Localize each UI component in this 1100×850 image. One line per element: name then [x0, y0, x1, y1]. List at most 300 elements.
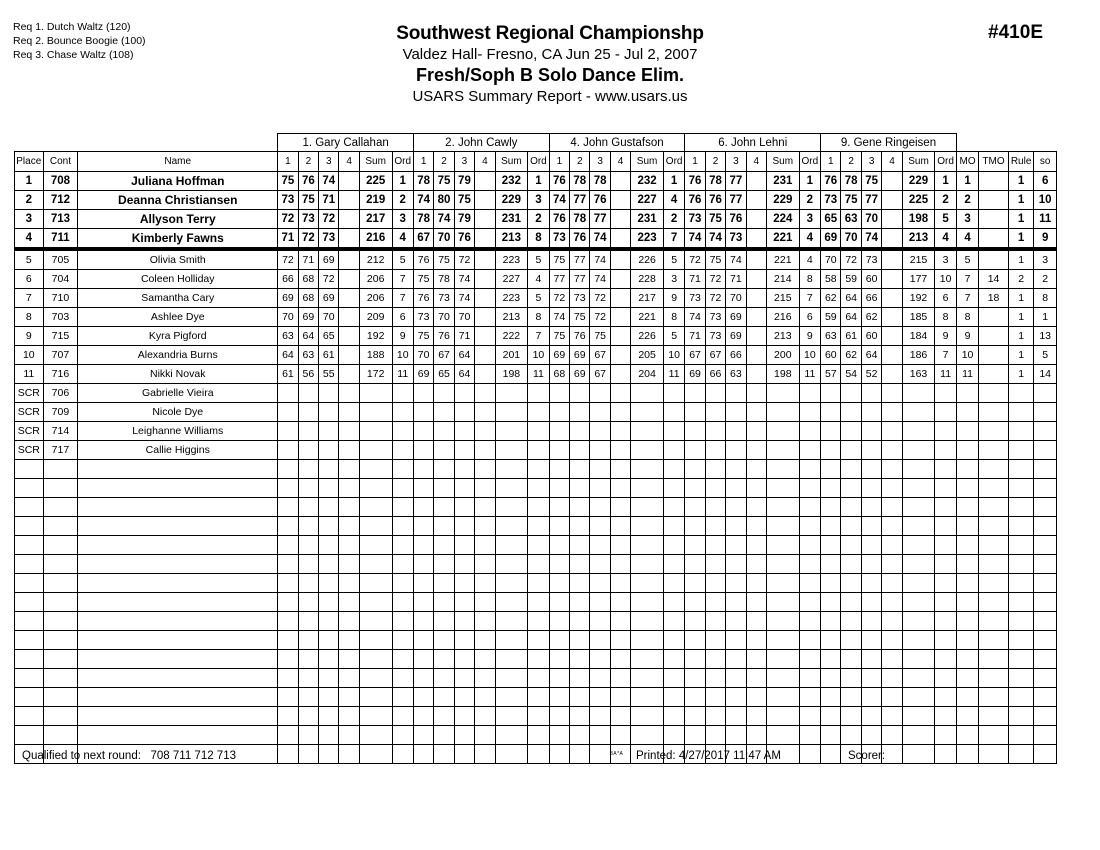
cell-j5-score3 — [861, 422, 881, 441]
cell-j3-ord — [663, 574, 684, 593]
cell-j4-score3 — [726, 574, 746, 593]
cell-rule — [1008, 441, 1034, 460]
cell-j3-score1 — [549, 688, 569, 707]
table-row[interactable] — [15, 346, 1057, 365]
cell-j2-score4 — [475, 707, 495, 726]
cell-j3-score3 — [590, 498, 610, 517]
empty-row[interactable] — [15, 593, 1057, 612]
cell-mo: 3 — [956, 210, 978, 229]
cell-j4-ord — [799, 441, 820, 460]
table-row[interactable] — [15, 384, 1057, 403]
table-row[interactable] — [15, 327, 1057, 346]
cell-rule: 1 — [1008, 346, 1034, 365]
cell-j4-sum — [766, 631, 799, 650]
cell-name: Kyra Pigford — [78, 327, 278, 346]
cell-j3-score2: 75 — [570, 308, 590, 327]
cell-j3-score4 — [610, 229, 630, 250]
cell-tmo — [979, 707, 1009, 726]
cell-cont: 705 — [43, 249, 78, 270]
cell-j1-score2 — [298, 669, 318, 688]
cell-j4-score2: 73 — [705, 327, 725, 346]
cell-mo — [956, 612, 978, 631]
cell-j4-sum: 213 — [766, 327, 799, 346]
empty-row[interactable] — [15, 650, 1057, 669]
cell-name — [78, 574, 278, 593]
cell-j1-ord: 10 — [392, 346, 413, 365]
cell-j5-score3: 73 — [861, 249, 881, 270]
cell-j4-ord: 2 — [799, 191, 820, 210]
empty-row[interactable] — [15, 726, 1057, 745]
cell-j1-score2: 75 — [298, 191, 318, 210]
cell-j2-score3: 74 — [454, 289, 474, 308]
cell-j2-ord: 1 — [528, 172, 549, 191]
cell-rule — [1008, 707, 1034, 726]
cell-j2-score1 — [413, 593, 433, 612]
table-row[interactable] — [15, 172, 1057, 191]
cell-j5-score4 — [882, 726, 902, 745]
cell-j2-sum — [495, 650, 528, 669]
cell-j1-score4 — [339, 669, 359, 688]
cell-j5-score3 — [861, 593, 881, 612]
cell-j1-ord — [392, 422, 413, 441]
cell-j4-score3: 66 — [726, 346, 746, 365]
cell-j2-score4 — [475, 593, 495, 612]
empty-row[interactable] — [15, 707, 1057, 726]
cell-mo — [956, 536, 978, 555]
venue-and-dates: Valdez Hall- Fresno, CA Jun 25 - Jul 2, 2007 — [402, 46, 698, 63]
cell-j4-score4 — [746, 422, 766, 441]
cell-rule — [1008, 403, 1034, 422]
table-row[interactable] — [15, 249, 1057, 270]
cell-j1-score1 — [278, 479, 298, 498]
cell-j3-score4 — [610, 612, 630, 631]
cell-j3-ord — [663, 650, 684, 669]
cell-j2-ord: 2 — [528, 210, 549, 229]
cell-name — [78, 669, 278, 688]
cell-j1-score2: 63 — [298, 346, 318, 365]
empty-row[interactable] — [15, 688, 1057, 707]
cell-place — [15, 707, 44, 726]
column-header-j3-ord: Ord — [663, 152, 684, 172]
cell-j5-sum: 215 — [902, 249, 935, 270]
cell-tmo — [979, 229, 1009, 250]
cell-j1-score1: 61 — [278, 365, 298, 384]
cell-j4-score4 — [746, 650, 766, 669]
cell-j1-sum: 209 — [359, 308, 392, 327]
cell-j1-score2 — [298, 555, 318, 574]
cell-j4-score3 — [726, 460, 746, 479]
cell-j4-score3: 63 — [726, 365, 746, 384]
empty-row[interactable] — [15, 517, 1057, 536]
cell-rule — [1008, 498, 1034, 517]
cell-j4-sum — [766, 669, 799, 688]
cell-j4-sum: 198 — [766, 365, 799, 384]
cell-j3-score4 — [610, 270, 630, 289]
cell-j2-ord — [528, 536, 549, 555]
cell-j1-score4 — [339, 517, 359, 536]
cell-j5-sum: 229 — [902, 172, 935, 191]
cell-j1-ord — [392, 403, 413, 422]
cell-j1-ord: 5 — [392, 249, 413, 270]
cell-tmo: 18 — [979, 289, 1009, 308]
cell-j2-score2 — [434, 517, 454, 536]
cell-cont — [43, 650, 78, 669]
cell-j3-ord: 2 — [663, 210, 684, 229]
cell-j3-ord: 5 — [663, 249, 684, 270]
cell-j3-score2: 78 — [570, 210, 590, 229]
cell-so: 6 — [1034, 172, 1057, 191]
cell-j4-sum — [766, 536, 799, 555]
cell-j5-sum — [902, 498, 935, 517]
cell-j1-score3 — [319, 555, 339, 574]
cell-j5-score4 — [882, 210, 902, 229]
cell-j4-score2 — [705, 726, 725, 745]
cell-j2-sum — [495, 460, 528, 479]
cell-j2-score3 — [454, 593, 474, 612]
cell-j3-ord — [663, 384, 684, 403]
cell-j2-score1: 78 — [413, 210, 433, 229]
cell-j5-sum: 225 — [902, 191, 935, 210]
score-sheet — [14, 133, 1057, 764]
cell-j2-score1: 78 — [413, 172, 433, 191]
cell-j5-score2: 61 — [841, 327, 861, 346]
cell-j1-score1: 70 — [278, 308, 298, 327]
empty-row[interactable] — [15, 460, 1057, 479]
cell-j5-ord: 1 — [935, 172, 957, 191]
cell-j5-score1 — [821, 669, 841, 688]
cell-j5-score3 — [861, 536, 881, 555]
cell-j3-score4 — [610, 384, 630, 403]
cell-j2-score1 — [413, 574, 433, 593]
cell-j1-score3 — [319, 441, 339, 460]
cell-j5-score4 — [882, 441, 902, 460]
cell-j5-score2 — [841, 384, 861, 403]
cell-j4-score1 — [685, 612, 705, 631]
empty-row[interactable] — [15, 479, 1057, 498]
cell-j4-score3 — [726, 555, 746, 574]
cell-j5-sum — [902, 479, 935, 498]
empty-row[interactable] — [15, 612, 1057, 631]
cell-j3-sum: 221 — [631, 308, 664, 327]
cell-j1-score3: 73 — [319, 229, 339, 250]
cell-j2-ord — [528, 631, 549, 650]
cell-j2-score2 — [434, 536, 454, 555]
cell-j3-sum — [631, 612, 664, 631]
cell-j4-ord: 1 — [799, 172, 820, 191]
cell-j3-sum — [631, 631, 664, 650]
cell-j4-ord — [799, 517, 820, 536]
cell-j4-score1 — [685, 593, 705, 612]
cell-j1-sum — [359, 517, 392, 536]
empty-row[interactable] — [15, 631, 1057, 650]
cell-j1-score2 — [298, 650, 318, 669]
cell-cont — [43, 631, 78, 650]
cell-so — [1034, 384, 1057, 403]
cell-j2-score2: 73 — [434, 289, 454, 308]
cell-j1-score3: 71 — [319, 191, 339, 210]
cell-j4-ord — [799, 707, 820, 726]
column-header-j5-2: 2 — [841, 152, 861, 172]
cell-j3-sum — [631, 384, 664, 403]
banner-spacer-left — [15, 134, 278, 152]
cell-j4-score2: 75 — [705, 249, 725, 270]
cell-cont — [43, 517, 78, 536]
cell-cont: 711 — [43, 229, 78, 250]
cell-j3-score3: 74 — [590, 270, 610, 289]
cell-j1-score4 — [339, 384, 359, 403]
column-header-so: so — [1034, 152, 1057, 172]
cell-mo — [956, 650, 978, 669]
cell-j4-score3 — [726, 650, 746, 669]
cell-j5-score3: 60 — [861, 327, 881, 346]
cell-j2-score4 — [475, 229, 495, 250]
cell-mo: 8 — [956, 308, 978, 327]
cell-mo — [956, 707, 978, 726]
table-row[interactable] — [15, 289, 1057, 308]
cell-j3-score2 — [570, 688, 590, 707]
cell-j4-score1 — [685, 726, 705, 745]
cell-mo — [956, 498, 978, 517]
empty-row[interactable] — [15, 498, 1057, 517]
cell-j4-ord — [799, 422, 820, 441]
cell-j3-sum — [631, 555, 664, 574]
cell-tmo — [979, 327, 1009, 346]
cell-j4-score3 — [726, 593, 746, 612]
table-row[interactable] — [15, 308, 1057, 327]
cell-j2-ord — [528, 574, 549, 593]
cell-cont — [43, 460, 78, 479]
cell-j3-ord — [663, 555, 684, 574]
cell-j2-score1 — [413, 650, 433, 669]
cell-j2-score1 — [413, 479, 433, 498]
cell-j3-score1: 76 — [549, 172, 569, 191]
cell-cont: 714 — [43, 422, 78, 441]
cell-j2-score4 — [475, 650, 495, 669]
cell-j3-score2 — [570, 726, 590, 745]
cell-j3-score3 — [590, 593, 610, 612]
cell-j3-score1: 73 — [549, 229, 569, 250]
cell-j3-sum — [631, 517, 664, 536]
cell-j5-sum: 198 — [902, 210, 935, 229]
cell-j3-ord: 4 — [663, 191, 684, 210]
cell-j4-ord: 8 — [799, 270, 820, 289]
cell-name — [78, 631, 278, 650]
cell-j5-sum — [902, 403, 935, 422]
cell-j3-score2 — [570, 555, 590, 574]
requirement-label: Req — [13, 35, 33, 47]
cell-j4-score2: 78 — [705, 172, 725, 191]
cell-j2-sum: 227 — [495, 270, 528, 289]
cell-j5-sum: 192 — [902, 289, 935, 308]
cell-j4-score1: 76 — [685, 172, 705, 191]
cell-tmo — [979, 593, 1009, 612]
cell-j3-score4 — [610, 669, 630, 688]
cell-j2-score1 — [413, 384, 433, 403]
cell-j4-score2: 67 — [705, 346, 725, 365]
cell-j5-score4 — [882, 555, 902, 574]
cell-tmo — [979, 536, 1009, 555]
cell-j1-score4 — [339, 229, 359, 250]
cell-j3-sum — [631, 593, 664, 612]
cell-j2-ord — [528, 688, 549, 707]
cell-j5-ord — [935, 688, 957, 707]
cell-j5-sum: 163 — [902, 365, 935, 384]
requirement-factor: (108) — [108, 49, 134, 61]
table-row[interactable] — [15, 210, 1057, 229]
table-row[interactable] — [15, 270, 1057, 289]
requirement-name: Bounce Boogie — [46, 35, 119, 47]
cell-j4-score1 — [685, 460, 705, 479]
cell-j4-ord — [799, 574, 820, 593]
cell-j1-score2 — [298, 384, 318, 403]
cell-j4-ord — [799, 650, 820, 669]
cell-place — [15, 536, 44, 555]
cell-j1-score3 — [319, 726, 339, 745]
cell-j3-score4 — [610, 422, 630, 441]
cell-j1-sum: 206 — [359, 270, 392, 289]
cell-j2-score3 — [454, 479, 474, 498]
cell-j1-ord: 1 — [392, 172, 413, 191]
requirement-name: Chase Waltz — [46, 49, 107, 61]
cell-j3-ord — [663, 460, 684, 479]
banner-spacer-right — [956, 134, 1056, 152]
cell-j1-score4 — [339, 403, 359, 422]
cell-j5-score2 — [841, 479, 861, 498]
cell-j5-score3: 52 — [861, 365, 881, 384]
column-header-j5-1: 1 — [821, 152, 841, 172]
cell-j4-score1: 71 — [685, 327, 705, 346]
table-row[interactable] — [15, 191, 1057, 210]
cell-name: Nikki Novak — [78, 365, 278, 384]
cell-j2-score1 — [413, 441, 433, 460]
cell-j3-score3 — [590, 650, 610, 669]
cell-j5-ord — [935, 707, 957, 726]
empty-row[interactable] — [15, 669, 1057, 688]
cell-cont — [43, 536, 78, 555]
cell-j5-sum — [902, 422, 935, 441]
table-row[interactable] — [15, 229, 1057, 250]
cell-tmo — [979, 346, 1009, 365]
cell-name — [78, 726, 278, 745]
cell-cont: 703 — [43, 308, 78, 327]
cell-j3-sum: 227 — [631, 191, 664, 210]
cell-j4-score1: 74 — [685, 229, 705, 250]
empty-row[interactable] — [15, 536, 1057, 555]
cell-j4-score4 — [746, 191, 766, 210]
cell-j1-score4 — [339, 612, 359, 631]
cell-j5-score4 — [882, 669, 902, 688]
cell-tmo — [979, 555, 1009, 574]
cell-place: SCR — [15, 384, 44, 403]
cell-place — [15, 593, 44, 612]
cell-j5-score4 — [882, 403, 902, 422]
cell-j1-score2: 76 — [298, 172, 318, 191]
requirement-label: Req — [13, 49, 33, 61]
cell-j4-score1 — [685, 517, 705, 536]
cell-j1-sum: 212 — [359, 249, 392, 270]
cell-j3-score1: 69 — [549, 346, 569, 365]
cell-rule: 2 — [1008, 270, 1034, 289]
cell-j5-score1: 69 — [821, 229, 841, 250]
cell-j5-score4 — [882, 460, 902, 479]
cell-j1-score1 — [278, 688, 298, 707]
cell-mo: 10 — [956, 346, 978, 365]
cell-j3-score2 — [570, 384, 590, 403]
cell-j1-score1: 63 — [278, 327, 298, 346]
cell-j4-score4 — [746, 479, 766, 498]
cell-j3-score4 — [610, 479, 630, 498]
cell-j4-score3 — [726, 441, 746, 460]
scorer-label: Scorer: — [848, 750, 886, 762]
cell-j3-score4 — [610, 308, 630, 327]
cell-j3-score4 — [610, 172, 630, 191]
empty-row[interactable] — [15, 555, 1057, 574]
cell-j1-sum — [359, 460, 392, 479]
cell-j2-score1 — [413, 669, 433, 688]
cell-cont — [43, 574, 78, 593]
cell-name — [78, 517, 278, 536]
cell-j4-ord: 11 — [799, 365, 820, 384]
cell-j4-score2: 72 — [705, 270, 725, 289]
cell-j3-ord — [663, 517, 684, 536]
cell-j4-sum: 215 — [766, 289, 799, 308]
cell-j2-score4 — [475, 688, 495, 707]
cell-j3-score3 — [590, 574, 610, 593]
cell-j4-score4 — [746, 517, 766, 536]
table-row[interactable] — [15, 422, 1057, 441]
cell-j2-sum: 198 — [495, 365, 528, 384]
cell-j1-score3: 69 — [319, 289, 339, 308]
cell-j4-score3: 76 — [726, 210, 746, 229]
cell-j3-ord: 11 — [663, 365, 684, 384]
cell-j5-score2: 72 — [841, 249, 861, 270]
table-row[interactable] — [15, 365, 1057, 384]
cell-j2-score4 — [475, 612, 495, 631]
column-header-j2-4: 4 — [475, 152, 495, 172]
cell-j4-score4 — [746, 593, 766, 612]
cell-j4-ord: 3 — [799, 210, 820, 229]
cell-mo: 5 — [956, 249, 978, 270]
column-header-j1-3: 3 — [319, 152, 339, 172]
cell-j4-score2 — [705, 574, 725, 593]
cell-j3-score2 — [570, 403, 590, 422]
cell-j3-sum: 226 — [631, 327, 664, 346]
cell-tmo — [979, 669, 1009, 688]
cell-j1-sum: 219 — [359, 191, 392, 210]
cell-j3-score3 — [590, 555, 610, 574]
cell-tmo — [979, 688, 1009, 707]
cell-j2-score1: 76 — [413, 249, 433, 270]
cell-j5-ord — [935, 612, 957, 631]
cell-j3-sum: 223 — [631, 229, 664, 250]
cell-place — [15, 726, 44, 745]
column-header-j2-sum: Sum — [495, 152, 528, 172]
empty-row[interactable] — [15, 574, 1057, 593]
cell-j3-ord — [663, 726, 684, 745]
cell-j1-ord — [392, 441, 413, 460]
cell-j1-ord — [392, 631, 413, 650]
cell-j2-sum — [495, 441, 528, 460]
cell-place: 4 — [15, 229, 44, 250]
cell-name — [78, 498, 278, 517]
cell-j2-ord: 8 — [528, 308, 549, 327]
cell-tmo — [979, 403, 1009, 422]
cell-j4-score2 — [705, 384, 725, 403]
table-row[interactable] — [15, 403, 1057, 422]
cell-j5-score1 — [821, 593, 841, 612]
table-row[interactable] — [15, 441, 1057, 460]
cell-name: Allyson Terry — [78, 210, 278, 229]
